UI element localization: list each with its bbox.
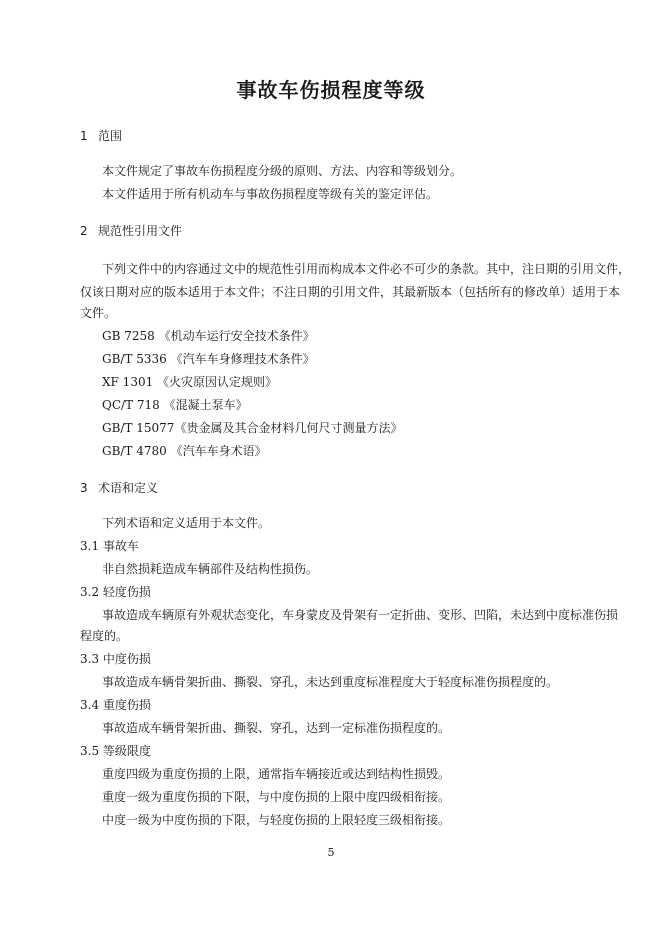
term-label: 3.2 轻度伤损 [80,585,151,599]
term-definition-line: 事故造成车辆原有外观状态变化，车身蒙皮及骨架有一定折曲、变形、凹陷，未达到中度标准伤损 [102,608,619,622]
section-number: 1 [80,129,88,143]
section-number: 2 [80,224,88,238]
paragraph-line: 文件。 [80,306,117,320]
term-label: 3.4 重度伤损 [80,698,151,712]
reference-item: GB/T 5336 《汽车车身修理技术条件》 [102,352,315,366]
term-definition: 非自然损耗造成车辆部件及结构性损伤。 [102,562,319,576]
section-1-heading [80,128,122,144]
term-definition: 中度一级为中度伤损的下限，与轻度伤损的上限轻度三级相衔接。 [102,813,451,827]
paragraph-line: 下列文件中的内容通过文中的规范性引用而构成本文件必不可少的条款。其中，注日期的引用文件， [102,262,631,276]
term-label: 3.1 事故车 [80,539,139,553]
paragraph-line: 仅该日期对应的版本适用于本文件；不注日期的引用文件，其最新版本（包括所有的修改单）适用于本 [80,285,621,299]
paragraph: 下列术语和定义适用于本文件。 [102,516,271,530]
term-label: 3.3 中度伤损 [80,652,151,666]
term-definition: 事故造成车辆骨架折曲、撕裂、穿孔，达到一定标准伤损程度的。 [102,721,451,735]
term-definition: 重度四级为重度伤损的上限，通常指车辆接近或达到结构性损毁。 [102,767,451,781]
term-label: 3.5 等级限度 [80,744,151,758]
section-2-heading [80,223,182,239]
section-title: 范围 [98,129,123,143]
document-title: 事故车伤损程度等级 [236,78,426,102]
reference-item: QC/T 718 《混凝土泵车》 [102,398,248,412]
section-3-heading [80,480,158,496]
reference-item: GB/T 15077《贵金属及其合金材料几何尺寸测量方法》 [102,421,403,435]
section-title: 术语和定义 [98,481,159,495]
section-title: 规范性引用文件 [98,224,183,238]
paragraph: 本文件适用于所有机动车与事故伤损程度等级有关的鉴定评估。 [102,187,439,201]
reference-item: GB 7258 《机动车运行安全技术条件》 [102,329,315,343]
term-definition: 事故造成车辆骨架折曲、撕裂、穿孔，未达到重度标准程度大于轻度标准伤损程度的。 [102,675,559,689]
term-definition-line: 程度的。 [80,629,129,643]
paragraph: 本文件规定了事故车伤损程度分级的原则、方法、内容和等级划分。 [102,164,463,178]
reference-item: XF 1301 《火灾原因认定规则》 [102,375,278,389]
reference-item: GB/T 4780 《汽车车身术语》 [102,444,267,458]
term-definition: 重度一级为重度伤损的下限，与中度伤损的上限中度四级相衔接。 [102,790,451,804]
page-number: 5 [327,846,335,859]
section-number: 3 [80,481,88,495]
